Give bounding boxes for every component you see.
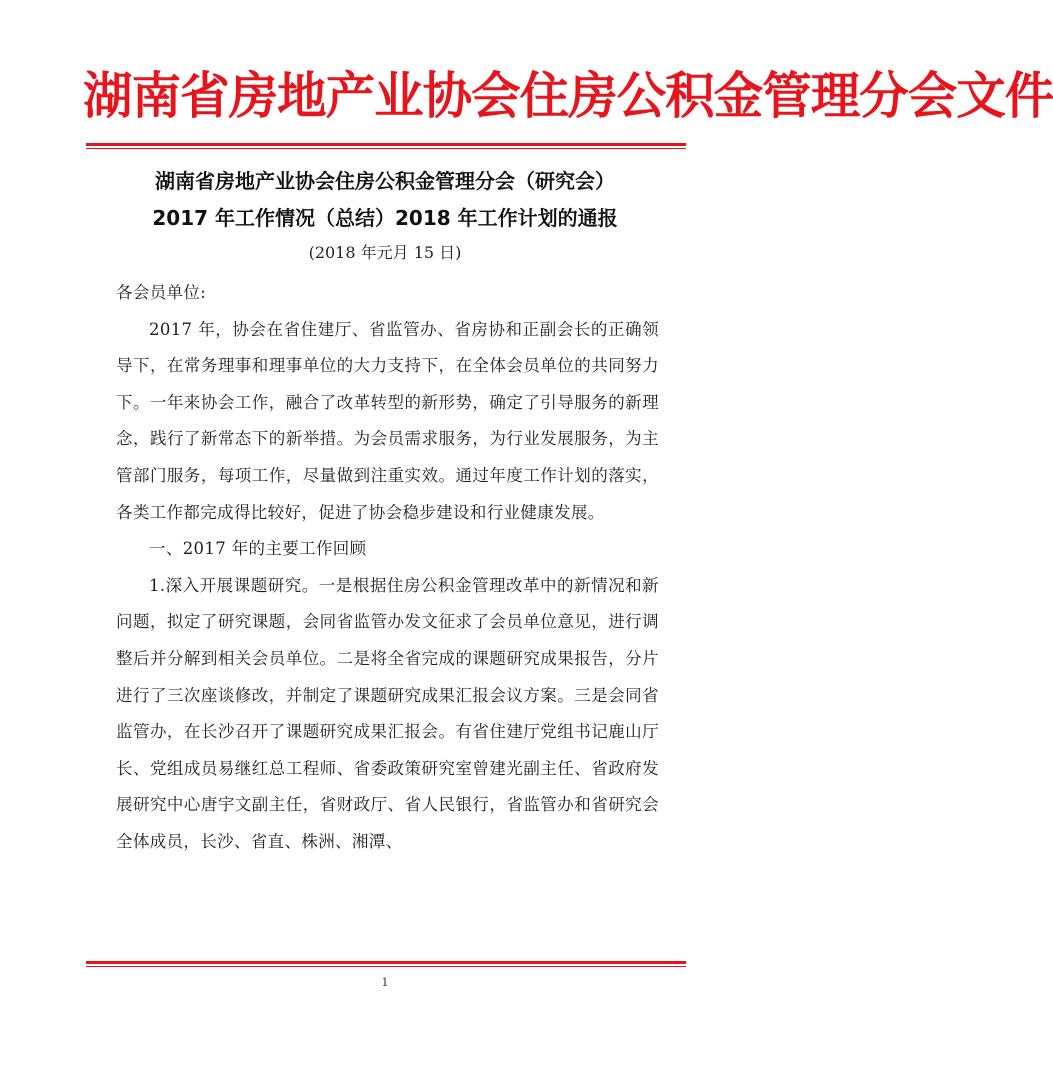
document-body	[116, 275, 659, 861]
notice-title-line-2: 2017 年工作情况（总结）2018 年工作计划的通报	[152, 206, 618, 230]
footer-rule-thick	[86, 961, 686, 964]
section-heading: 一、2017 年的主要工作回顾	[149, 539, 367, 559]
header-rule-thick	[86, 143, 686, 146]
footer-rule-thin	[86, 966, 686, 967]
notice-title-line-1: 湖南省房地产业协会住房公积金管理分会（研究会）	[155, 169, 615, 193]
paragraph-research: 1.深入开展课题研究。一是根据住房公积金管理改革中的新情况和新问题，拟定了研究课题，会同省监管办发文征求了会员单位意见，进行调整后并分解到相关会员单位。二是将全省完成的课题研究成果报告，分片进行了三次座谈修改，并制定了课题研究成果汇报会议方案。三是会同省监管办，在长沙召开了课题研究成果汇报会。有省住建厅党组书记鹿山厅长、党组成员易继红总工程师、省委政策研究室曾建光副主任、省政府发展研究中心唐宇文副主任，省财政厅、省人民银行，省监管办和省研究会全体成员，长沙、省直、株洲、湘潭、	[116, 575, 659, 851]
page-number: 1	[381, 976, 389, 989]
notice-date: (2018 年元月 15 日)	[308, 243, 462, 262]
header-rule-thin	[86, 148, 686, 149]
masthead-title: 湖南省房地产业协会住房公积金管理分会文件	[83, 66, 1053, 125]
salutation: 各会员单位:	[116, 283, 207, 302]
paragraph-intro: 2017 年，协会在省住建厅、省监管办、省房协和正副会长的正确领导下，在常务理事和理事单位的大力支持下，在全体会员单位的共同努力下。一年来协会工作，融合了改革转型的新形势，确定了引导服务的新理念，践行了新常态下的新举措。为会员需求服务，为行业发展服务，为主管部门服务，每项工作，尽量做到注重实效。通过年度工作计划的落实，各类工作都完成得比较好，促进了协会稳步建设和行业健康发展。	[116, 319, 659, 522]
